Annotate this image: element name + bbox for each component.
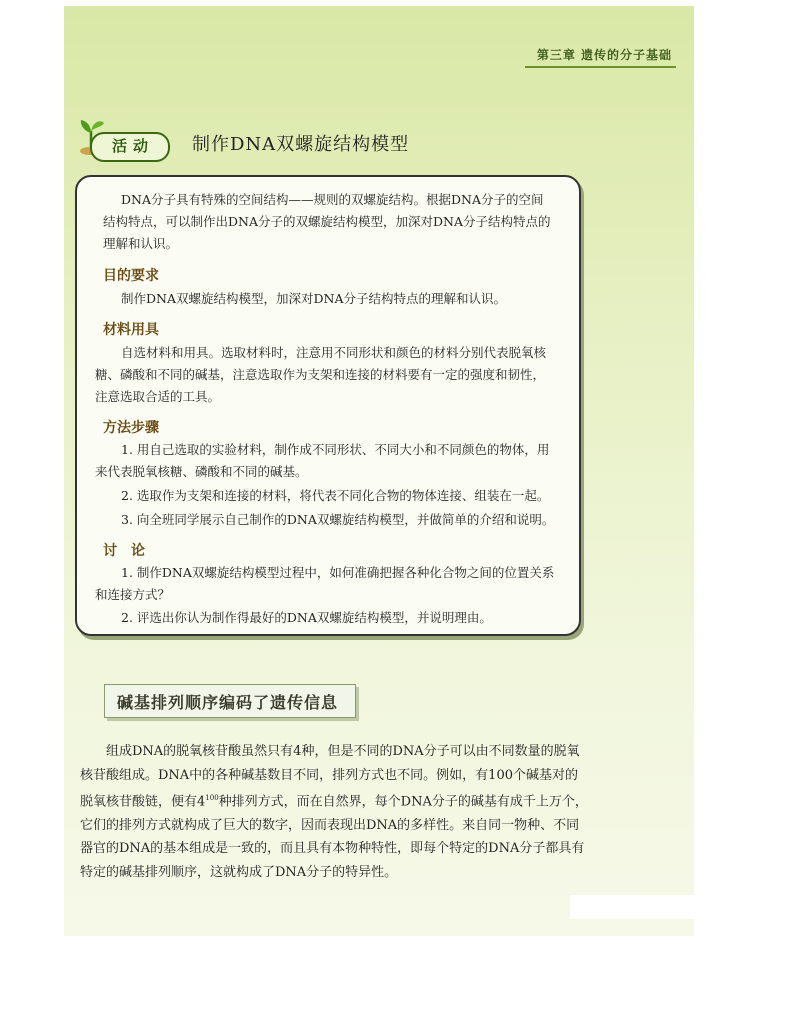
activity-intro: DNA分子具有特殊的空间结构——规则的双螺旋结构。根据DNA分子的空间结构特点，可以制作出DNA分子的双螺旋结构模型，加深对DNA分子结构特点的理解和认识。 [103, 192, 551, 251]
activity-title: 制作DNA双螺旋结构模型 [192, 134, 410, 155]
section-title-banner [104, 684, 356, 718]
body-text-part-1: 组成DNA的脱氧核苷酸虽然只有4种，但是不同的DNA分子可以由不同数量的脱氧核苷酸组成。DNA中的各种碱基数目不同，排列方式也不同。例如，有100个碱基对的脱氧核苷酸链，便有4 [80, 744, 580, 810]
chapter-header: 第三章 遗传的分子基础 [525, 46, 676, 68]
exponent: 100 [205, 794, 219, 802]
heading-purpose: 目的要求 [103, 268, 159, 284]
step-3: 3. 向全班同学展示自己制作的DNA双螺旋结构模型，并做简单的介绍和说明。 [121, 512, 555, 527]
discussion-2: 2. 评选出你认为制作得最好的DNA双螺旋结构模型，并说明理由。 [121, 610, 492, 625]
activity-box [75, 175, 581, 636]
heading-discussion: 讨 论 [103, 543, 145, 559]
discussion-1: 1. 制作DNA双螺旋结构模型过程中，如何准确把握各种化合物之间的位置关系和连接方式？ [95, 565, 555, 602]
step-1: 1. 用自己选取的实验材料，制作成不同形状、不同大小和不同颜色的物体，用来代表脱氧核糖、磷酸和不同的碱基。 [95, 442, 550, 479]
step-2: 2. 选取作为支架和连接的材料，将代表不同化合物的物体连接、组装在一起。 [121, 488, 550, 503]
body-text-part-2: 种排列方式，而在自然界，每个DNA分子的碱基有成千上万个，它们的排列方式就构成了巨大的数字，因而表现出DNA的多样性。来自同一物种、不同器官的DNA的基本组成是一致的，而且具有本物种特性，即每个特定的DNA分子都具有特定的碱基排列顺序，这就构成了DNA分子的特异性。 [80, 794, 588, 880]
heading-steps: 方法步骤 [103, 420, 159, 436]
section-body [80, 740, 590, 884]
activity-badge-label: 活动 [112, 137, 155, 155]
heading-materials: 材料用具 [103, 322, 159, 338]
section-title: 碱基排列顺序编码了遗传信息 [117, 693, 339, 712]
materials-text: 自选材料和用具。选取材料时，注意用不同形状和颜色的材料分别代表脱氧核糖、磷酸和不同的碱基，注意选取作为支架和连接的材料要有一定的强度和韧性，注意选取合适的工具。 [95, 345, 547, 404]
activity-badge [72, 117, 172, 161]
page-number-mask [570, 895, 696, 919]
purpose-text: 制作DNA双螺旋结构模型，加深对DNA分子结构特点的理解和认识。 [121, 291, 506, 306]
